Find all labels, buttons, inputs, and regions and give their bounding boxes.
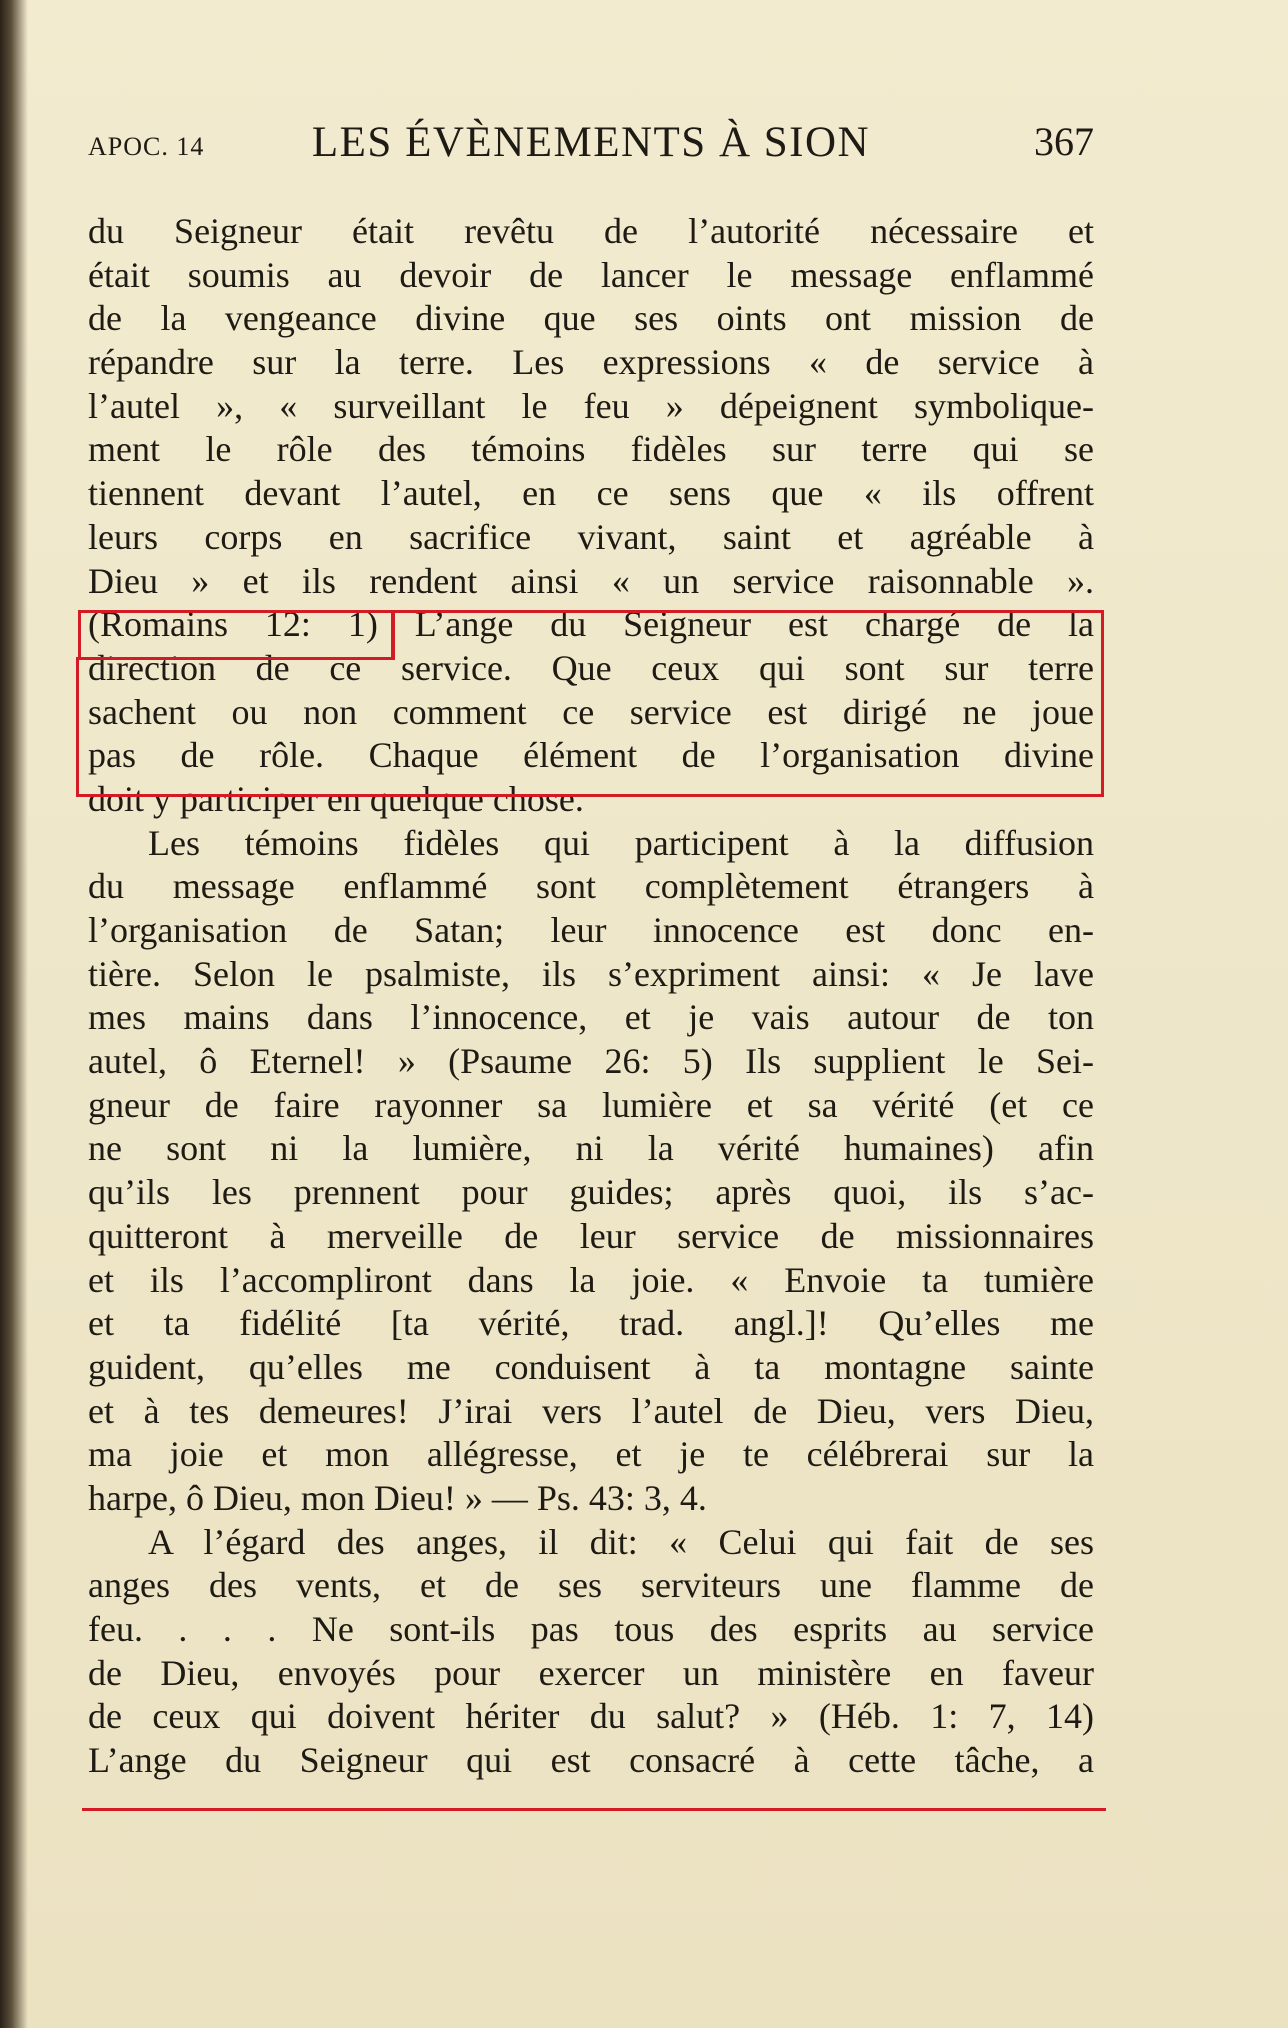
header-chapter-ref: APOC. 14 — [88, 132, 205, 161]
highlight-box-passage-top — [392, 610, 1104, 660]
highlight-underline-bottom — [82, 1808, 1106, 1811]
text-line: harpe, ô Dieu, mon Dieu! » — Ps. 43: 3, 4. — [88, 1477, 707, 1518]
text-line: du message enflammé sont complètement étrangers à — [88, 866, 1094, 907]
text-line: de ceux qui doivent hériter du salut? » (Héb. 1: 7, 14) — [88, 1696, 1094, 1737]
text-line: ne sont ni la lumière, ni la vérité humaines) afin — [88, 1128, 1094, 1169]
text-line: autel, ô Eternel! » (Psaume 26: 5) Ils supplient le Sei- — [88, 1041, 1094, 1082]
text-line: qu’ils les prennent pour guides; après quoi, ils s’ac- — [88, 1172, 1094, 1213]
text-line: doit y participer en quelque chose. — [88, 778, 584, 819]
text-line: ment le rôle des témoins fidèles sur terre qui se — [88, 429, 1094, 470]
text-line: du Seigneur était revêtu de l’autorité nécessaire et — [88, 211, 1094, 251]
text-line: guident, qu’elles me conduisent à ta montagne sainte — [88, 1346, 1094, 1387]
text-line: de la vengeance divine que ses oints ont mission de — [88, 298, 1094, 339]
text-line: pas de rôle. Chaque élément de l’organisation divine — [88, 735, 1094, 776]
body-text — [88, 210, 1094, 1783]
page-number: 367 — [1034, 119, 1094, 164]
text-line: répandre sur la terre. Les expressions « de service à — [88, 342, 1094, 383]
highlight-box-romains-ref — [78, 610, 394, 660]
text-line: (Romains 12: 1) L’ange du Seigneur est chargé de la — [88, 604, 1094, 645]
text-line: sachent ou non comment ce service est dirigé ne joue — [88, 691, 1094, 732]
text-line: tiennent devant l’autel, en ce sens que « ils offrent — [88, 473, 1094, 514]
book-spine-shadow — [0, 0, 28, 2028]
text-line: gneur de faire rayonner sa lumière et sa vérité (et ce — [88, 1084, 1094, 1125]
text-line: A l’égard des anges, il dit: « Celui qui fait de ses — [148, 1521, 1094, 1562]
text-line: Les témoins fidèles qui participent à la diffusion — [148, 822, 1094, 863]
text-line: feu. . . . Ne sont-ils pas tous des esprits au service — [88, 1609, 1094, 1649]
text-line: tière. Selon le psalmiste, ils s’expriment ainsi: « Je lave — [88, 953, 1094, 994]
text-line: quitteront à merveille de leur service de missionnaires — [88, 1215, 1094, 1256]
highlight-box-passage — [76, 657, 1104, 797]
running-header — [88, 118, 1094, 174]
text-line: mes mains dans l’innocence, et je vais autour de ton — [88, 997, 1094, 1038]
header-title: LES ÉVÈNEMENTS À SION — [311, 119, 871, 166]
text-line: et ta fidélité [ta vérité, trad. angl.]! Qu’elles me — [88, 1303, 1094, 1344]
text-line: ma joie et mon allégresse, et je te célébrerai sur la — [88, 1434, 1094, 1475]
text-line: L’ange du Seigneur qui est consacré à cette tâche, a — [88, 1740, 1094, 1781]
text-line: de Dieu, envoyés pour exercer un ministère en faveur — [88, 1652, 1094, 1693]
text-line: l’organisation de Satan; leur innocence est donc en- — [88, 910, 1094, 950]
text-line: l’autel », « surveillant le feu » dépeignent symbolique- — [88, 385, 1094, 426]
text-line: et ils l’accompliront dans la joie. « Envoie ta tumière — [88, 1259, 1094, 1300]
text-line: direction de ce service. Que ceux qui sont sur terre — [88, 647, 1094, 688]
text-line: leurs corps en sacrifice vivant, saint et agréable à — [88, 516, 1094, 557]
text-line: et à tes demeures! J’irai vers l’autel de Dieu, vers Dieu, — [88, 1390, 1094, 1431]
text-line: était soumis au devoir de lancer le message enflammé — [88, 254, 1094, 295]
text-line: Dieu » et ils rendent ainsi « un service raisonnable ». — [88, 560, 1094, 601]
text-line: anges des vents, et de ses serviteurs une flamme de — [88, 1565, 1094, 1606]
